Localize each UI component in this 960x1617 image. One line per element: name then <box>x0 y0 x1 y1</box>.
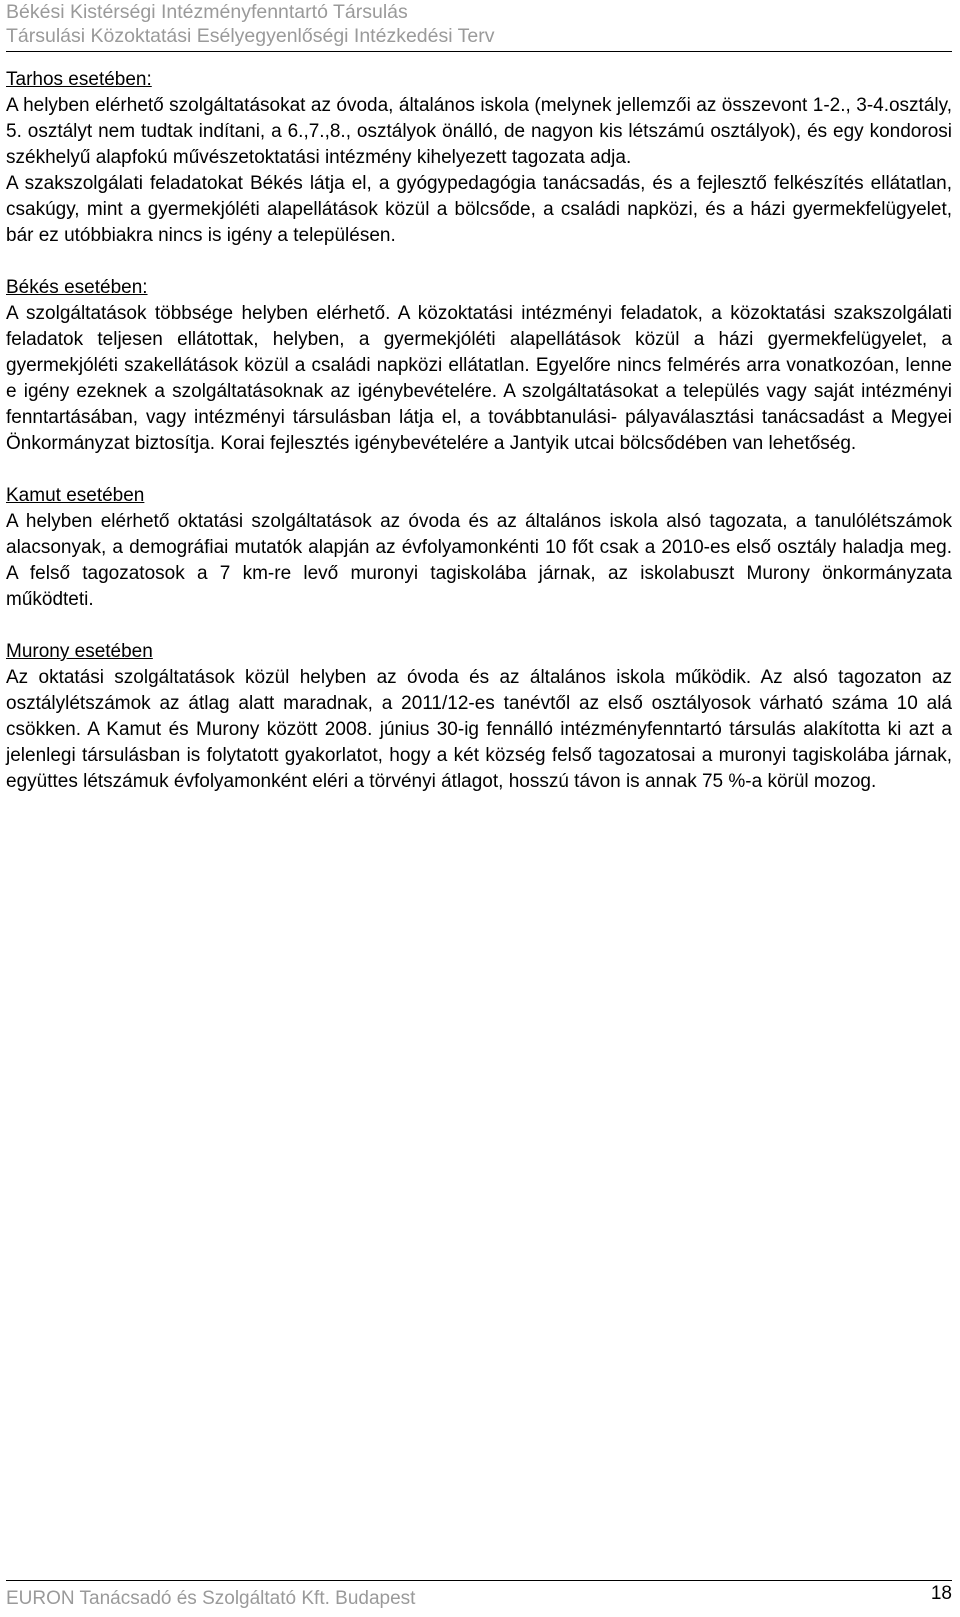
document-body <box>6 67 952 795</box>
header-divider <box>6 51 952 52</box>
paragraph: A helyben elérhető oktatási szolgáltatások az óvoda és az általános iskola alsó tagozata, a tanulólétszámok alacsonyak, a demográfiai mutatók alapján az évfolyamonkénti 10 főt csak a 2010-es első osztály haladja meg. A felső tagozatosok a 7 km-re levő muronyi tagiskolába járnak, az iskolabuszt Murony önkormányzata működteti. <box>6 511 952 610</box>
section-title: Békés esetében: <box>6 277 148 298</box>
spacer <box>6 457 952 483</box>
spacer <box>6 249 952 275</box>
paragraph: Az oktatási szolgáltatások közül helyben az óvoda és az általános iskola működik. Az alsó tagozaton az osztálylétszámok az átlag alatt maradnak, a 2011/12-es tanévtől az első osztályosok várható száma 10 alá csökken. A Kamut és Murony között 2008. június 30-ig fennálló intézményfenntartó társulás alakította ki azt a jelenlegi társulásban is folytatott gyakorlatot, hogy a két község felső tagozatosai a muronyi tagiskolába járnak, együttes létszámuk évfolyamonként eléri a törvényi átlagot, hosszú távon is annak 75 %-a körül mozog. <box>6 667 952 792</box>
section-bekes <box>6 275 952 457</box>
section-tarhos <box>6 67 952 249</box>
footer-text: EURON Tanácsadó és Szolgáltató Kft. Budapest <box>6 1588 416 1609</box>
page-number: 18 <box>930 1583 952 1604</box>
section-title: Murony esetében <box>6 641 153 662</box>
header-title: Békési Kistérségi Intézményfenntartó Társulás <box>6 1 408 23</box>
page-header <box>6 0 952 48</box>
section-title: Kamut esetében <box>6 485 145 506</box>
footer-divider <box>6 1580 952 1581</box>
paragraph: A szakszolgálati feladatokat Békés látja el, a gyógypedagógia tanácsadás, és a fejlesztő felkészítés ellátatlan, csakúgy, mint a gyermekjóléti alapellátások közül a bölcsőde, a családi napközi, és a házi gyermekfelügyelet, bár ez utóbbiakra nincs is igény a településen. <box>6 173 952 246</box>
section-murony <box>6 639 952 795</box>
spacer <box>6 613 952 639</box>
header-subtitle: Társulási Közoktatási Esélyegyenlőségi Intézkedési Terv <box>6 25 495 47</box>
section-kamut <box>6 483 952 613</box>
paragraph: A szolgáltatások többsége helyben elérhető. A közoktatási intézményi feladatok, a közoktatási szakszolgálati feladatok teljesen ellátottak, helyben, a gyermekjóléti alapellátások közül a házi gyermekfelügyelet, a gyermekjóléti szakellátások közül a családi napközi ellátatlan. Egyelőre nincs felmérés arra vonatkozóan, lenne e igény ezeknek a szolgáltatásoknak az igénybevételére. A szolgáltatásokat a település vagy saját intézményi fenntartásában, vagy intézményi társulásban látja el, a továbbtanulási- pályaválasztási tanácsadást a Megyei Önkormányzat biztosítja. Korai fejlesztés igénybevételére a Jantyik utcai bölcsődében van lehetőség. <box>6 303 952 454</box>
section-title: Tarhos esetében: <box>6 69 152 90</box>
paragraph: A helyben elérhető szolgáltatásokat az óvoda, általános iskola (melynek jellemzői az összevont 1-2., 3-4.osztály, 5. osztályt nem tudtak indítani, a 6.,7.,8., osztályok önálló, de nagyon kis létszámú osztályok), és egy kondorosi székhelyű alapfokú művészetoktatási intézmény kihelyezett tagozata adja. <box>6 95 952 168</box>
